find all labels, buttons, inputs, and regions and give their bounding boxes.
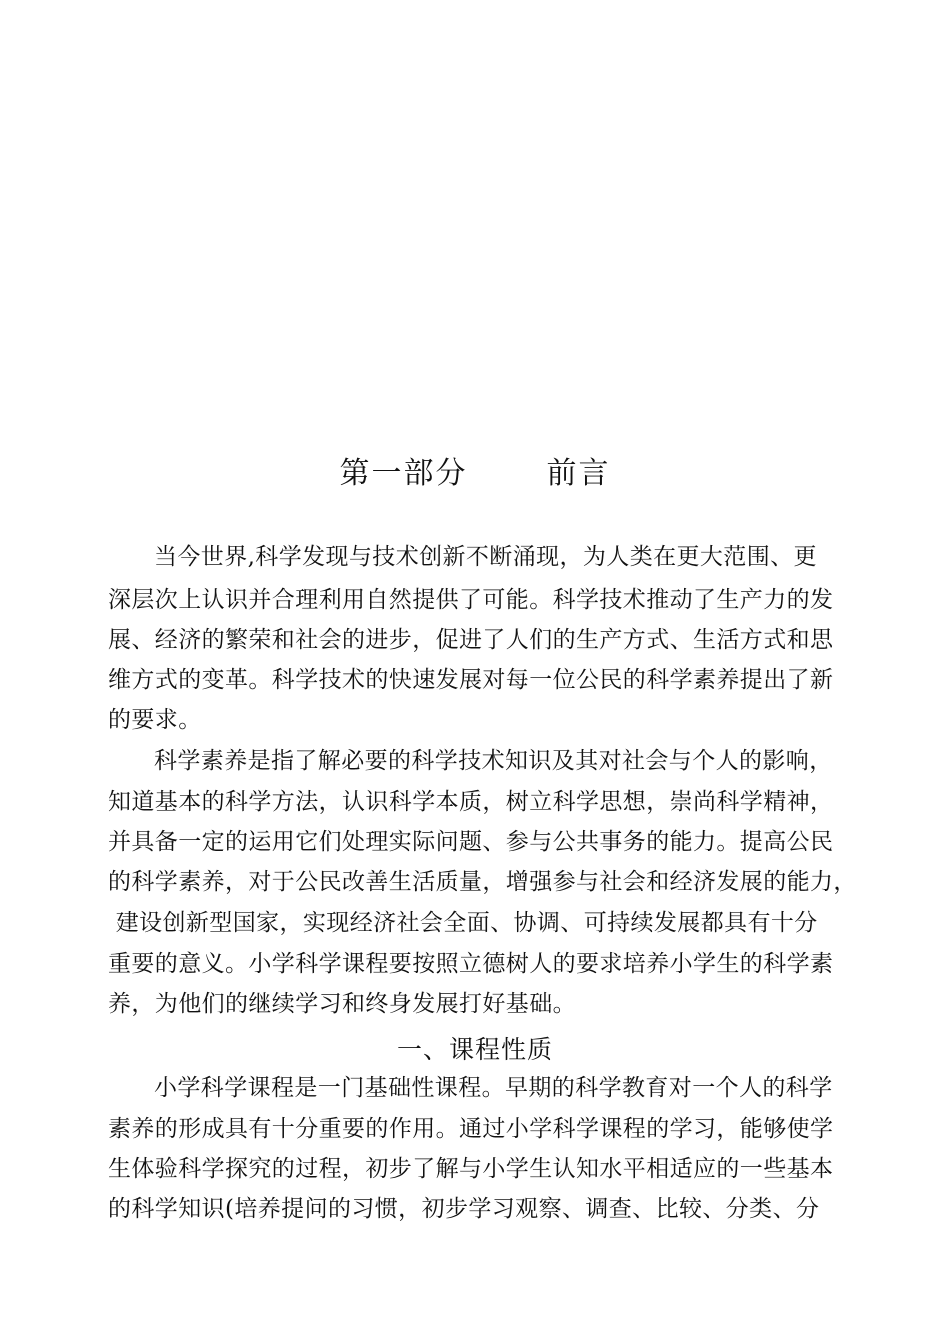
paragraph-1-line-1: 当今世界,科学发现与技术创新不断涌现，为人类在更大范围、更 [154, 544, 817, 570]
paragraph-3-line-4: 的科学知识(培养提问的习惯，初步学习观察、调查、比较、分类、分 [108, 1196, 820, 1222]
paragraph-1-line-4: 维方式的变革。科学技术的快速发展对每一位公民的科学素养提出了新 [108, 667, 834, 693]
paragraph-2-line-7: 养，为他们的继续学习和终身发展打好基础。 [108, 991, 576, 1017]
paragraph-2-line-6: 重要的意义。小学科学课程要按照立德树人的要求培养小学生的科学素 [108, 951, 834, 977]
paragraph-2-line-2: 知道基本的科学方法，认识科学本质，树立科学思想，崇尚科学精神， [108, 789, 834, 815]
paragraph-1-line-2: 深层次上认识并合理利用自然提供了可能。科学技术推动了生产力的发 [108, 587, 834, 613]
paragraph-2-line-3: 并具备一定的运用它们处理实际问题、参与公共事务的能力。提高公民 [108, 829, 834, 855]
paragraph-3-line-2: 素养的形成具有十分重要的作用。通过小学科学课程的学习，能够使学 [108, 1116, 834, 1142]
paragraph-2-line-4: 的科学素养，对于公民改善生活质量，增强参与社会和经济发展的能力， [108, 869, 857, 895]
paragraph-2-line-5: 建设创新型国家，实现经济社会全面、协调、可持续发展都具有十分 [108, 910, 818, 936]
part-title: 第一部分 前言 [339, 456, 611, 491]
section-title: 一、课程性质 [396, 1035, 553, 1064]
paragraph-1-line-3: 展、经济的繁荣和社会的进步，促进了人们的生产方式、生活方式和思 [108, 627, 834, 653]
paragraph-2-line-1: 科学素养是指了解必要的科学技术知识及其对社会与个人的影响， [154, 748, 833, 774]
paragraph-3-line-1: 小学科学课程是一门基础性课程。早期的科学教育对一个人的科学 [154, 1075, 833, 1101]
paragraph-3-line-3: 生体验科学探究的过程，初步了解与小学生认知水平相适应的一些基本 [108, 1156, 834, 1182]
paragraph-1-line-5: 的要求。 [108, 707, 202, 733]
